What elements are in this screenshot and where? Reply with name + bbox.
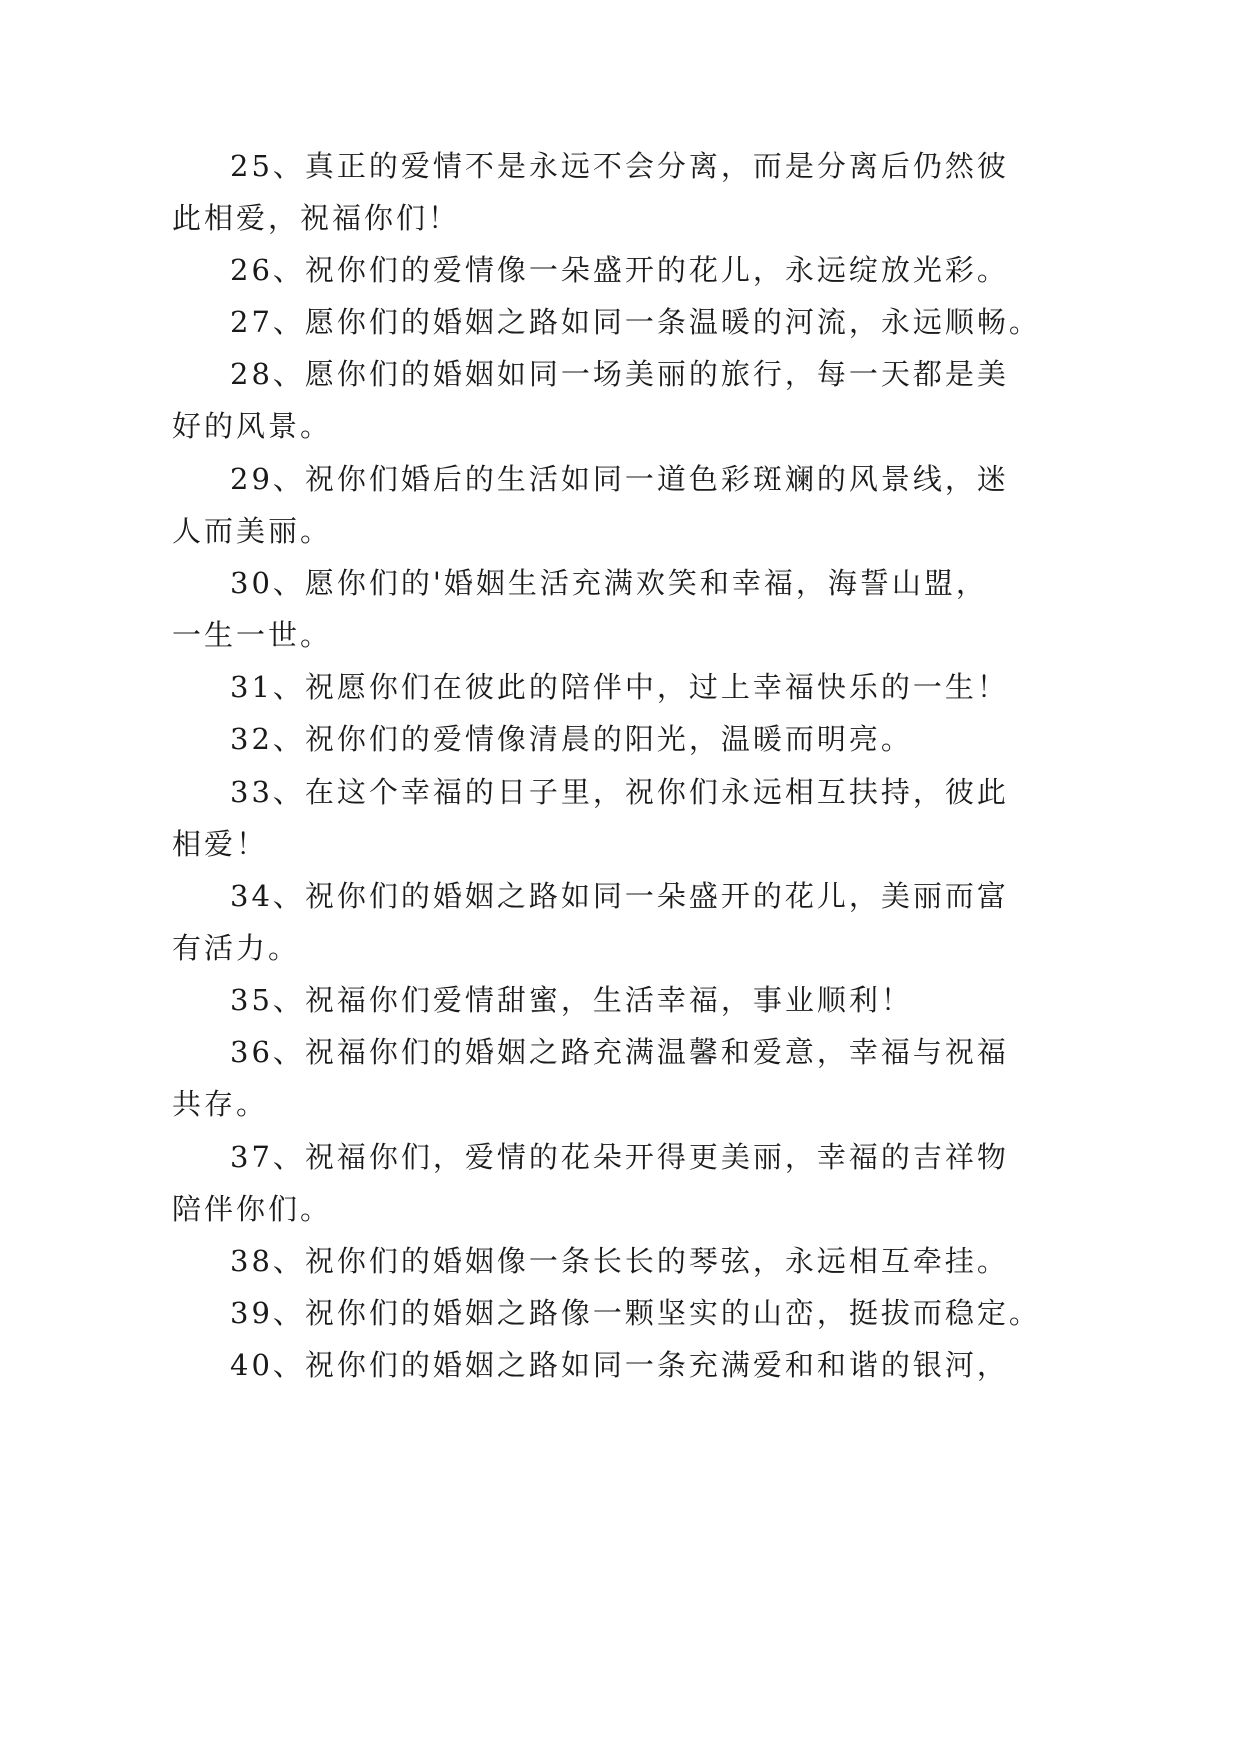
text-line-33b: 相爱！ <box>172 827 269 861</box>
text-line-37a: 37、祝福你们，爱情的花朵开得更美丽，幸福的吉祥物 <box>230 1140 1009 1174</box>
text-line-36a: 36、祝福你们的婚姻之路充满温馨和爱意，幸福与祝福 <box>230 1035 1009 1069</box>
text-line-37b: 陪伴你们。 <box>172 1192 333 1226</box>
text-line-27: 27、愿你们的婚姻之路如同一条温暖的河流，永远顺畅。 <box>230 305 1041 339</box>
text-line-40: 40、祝你们的婚姻之路如同一条充满爱和和谐的银河， <box>230 1348 1009 1382</box>
text-line-35: 35、祝福你们爱情甜蜜，生活幸福，事业顺利！ <box>230 983 913 1017</box>
text-line-30a: 30、愿你们的'婚姻生活充满欢笑和幸福，海誓山盟， <box>230 566 988 600</box>
text-line-29a: 29、祝你们婚后的生活如同一道色彩斑斓的风景线，迷 <box>230 462 1009 496</box>
text-line-34a: 34、祝你们的婚姻之路如同一朵盛开的花儿，美丽而富 <box>230 879 1009 913</box>
text-line-38: 38、祝你们的婚姻像一条长长的琴弦，永远相互牵挂。 <box>230 1244 1009 1278</box>
text-line-36b: 共存。 <box>172 1087 269 1121</box>
text-line-39: 39、祝你们的婚姻之路像一颗坚实的山峦，挺拔而稳定。 <box>230 1296 1041 1330</box>
text-line-25a: 25、真正的爱情不是永远不会分离，而是分离后仍然彼 <box>230 149 1009 183</box>
text-line-28b: 好的风景。 <box>172 409 333 443</box>
text-line-29b: 人而美丽。 <box>172 514 333 548</box>
text-line-33a: 33、在这个幸福的日子里，祝你们永远相互扶持，彼此 <box>230 775 1009 809</box>
text-line-28a: 28、愿你们的婚姻如同一场美丽的旅行，每一天都是美 <box>230 357 1009 391</box>
text-line-32: 32、祝你们的爱情像清晨的阳光，温暖而明亮。 <box>230 722 913 756</box>
text-line-30b: 一生一世。 <box>172 618 333 652</box>
text-line-34b: 有活力。 <box>172 931 301 965</box>
text-line-31: 31、祝愿你们在彼此的陪伴中，过上幸福快乐的一生！ <box>230 670 1009 704</box>
text-line-26: 26、祝你们的爱情像一朵盛开的花儿，永远绽放光彩。 <box>230 253 1009 287</box>
text-line-25b: 此相爱，祝福你们！ <box>172 201 461 235</box>
